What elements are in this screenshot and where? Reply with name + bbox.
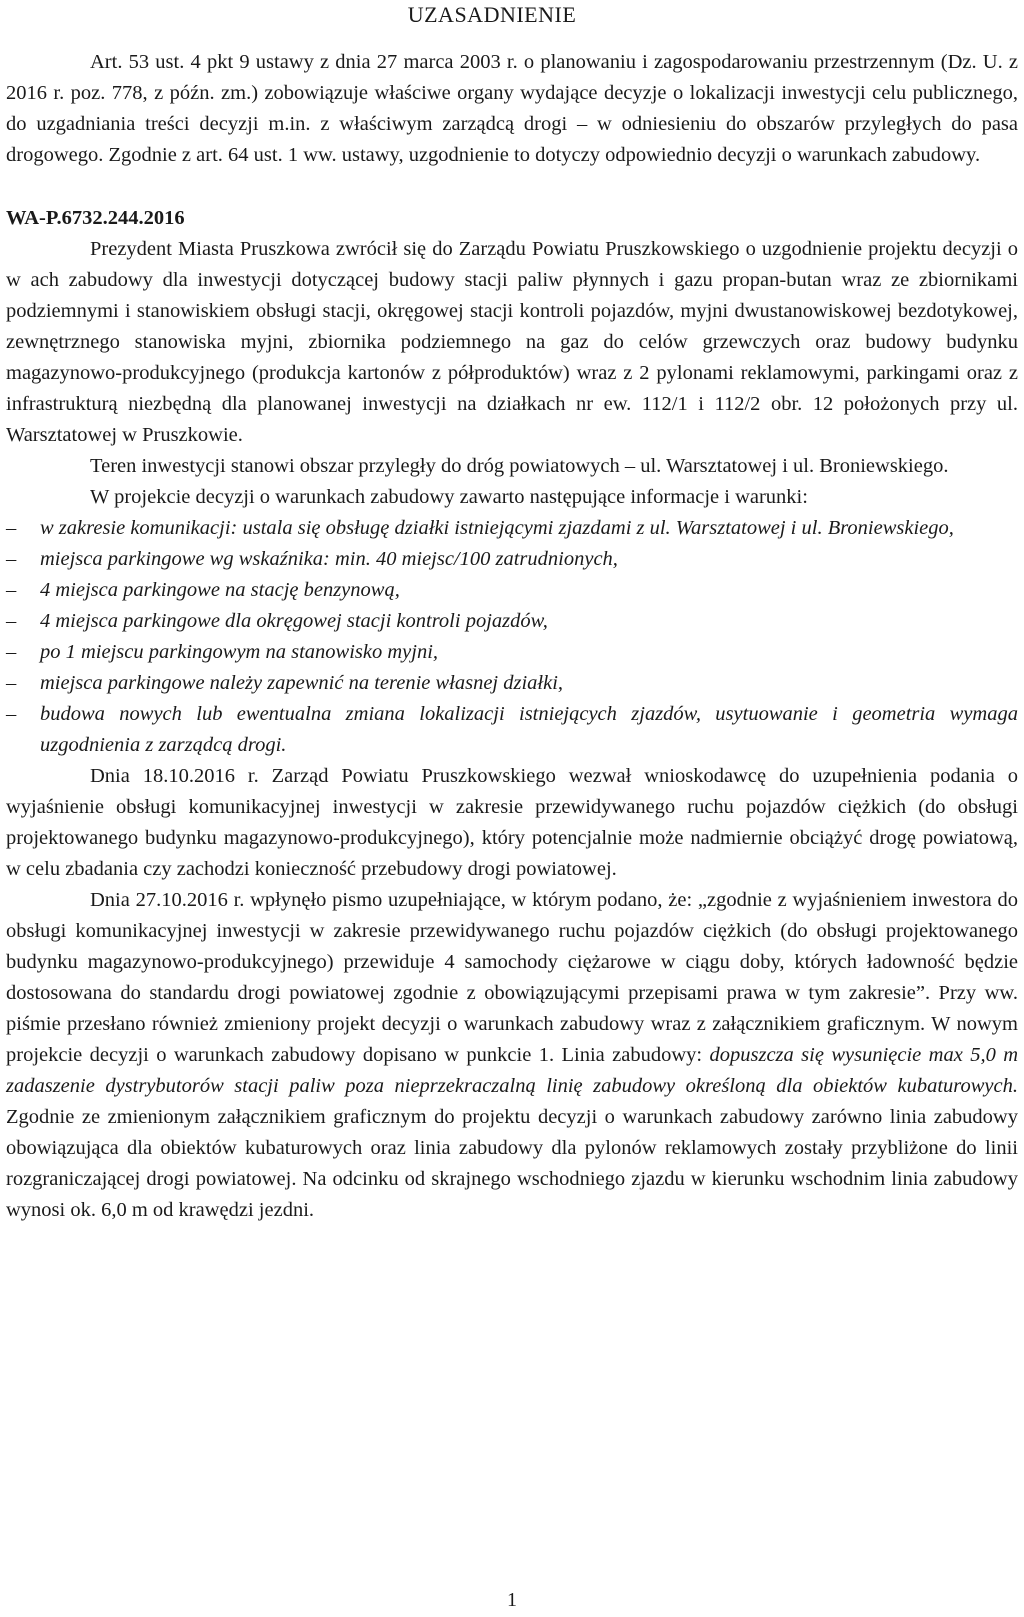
dash-bullet: –: [6, 672, 17, 694]
condition-text: budowa nowych lub ewentualna zmiana lokalizacji istniejących zjazdów, usytuowanie i geometria wymaga uzgodnienia z zarządcą drogi.: [40, 703, 1018, 756]
dash-bullet: –: [6, 579, 17, 601]
summons-paragraph: Dnia 18.10.2016 r. Zarząd Powiatu Pruszkowskiego wezwał wnioskodawcę do uzupełnienia podania o wyjaśnienie obsługi komunikacyjnej inwestycji w zakresie przewidywanego ruchu pojazdów ciężkich (do obsługi projektowanego budynku magazynowo-produkcyjnego), który potencjalnie może nadmiernie obciążyć drogę powiatową, w celu zbadania czy zachodzi konieczność przebudowy drogi powiatowej.: [6, 765, 1018, 880]
condition-text: w zakresie komunikacji: ustala się obsługę działki istniejącymi zjazdami z ul. Warsztatowej i ul. Broniewskiego,: [40, 517, 954, 539]
supplement-text-part2: Zgodnie ze zmienionym załącznikiem graficznym do projektu decyzji o warunkach zabudowy zarówno linia zabudowy obowiązująca dla obiektów kubaturowych oraz linia zabudowy dla pylonów reklamowych zostały przybliżone do linii rozgraniczającej drogi powiatowej. Na odcinku od skrajnego wschodniego zjazdu w kierunku wschodnim linia zabudowy wynosi ok. 6,0 m od krawędzi jezdni.: [6, 1106, 1018, 1221]
condition-text: 4 miejsca parkingowe na stację benzynową,: [40, 579, 400, 601]
condition-text: po 1 miejscu parkingowym na stanowisko myjni,: [40, 641, 439, 663]
document-page: [6, 0, 1019, 1611]
conditions-list: [6, 513, 1018, 761]
conditions-intro-paragraph: W projekcie decyzji o warunkach zabudowy zawarto następujące informacje i warunki:: [90, 486, 808, 508]
condition-text: 4 miejsca parkingowe dla okręgowej stacji kontroli pojazdów,: [40, 610, 548, 632]
area-paragraph: Teren inwestycji stanowi obszar przyległy do dróg powiatowych – ul. Warsztatowej i ul. Broniewskiego.: [90, 455, 949, 477]
dash-bullet: –: [6, 517, 17, 539]
list-item: [6, 513, 1018, 544]
supplement-text-part1: Dnia 27.10.2016 r. wpłynęło pismo uzupełniające, w którym podano, że: „zgodnie z wyjaśnieniem inwestora do obsługi komunikacyjnej inwestycji w zakresie przewidywanego ruchu pojazdów ciężkich (do obsługi projektowanego budynku magazynowo-produkcyjnego) przewiduje 4 samochody ciężarowe w ciągu doby, których ładowność będzie dostosowana do standardu drogi powiatowej zgodnie z obowiązującymi przepisami prawa w tym zakresie”. Przy ww. piśmie przesłano również zmieniony projekt decyzji o warunkach zabudowy wraz z załącznikiem graficznym. W nowym projekcie decyzji o warunkach zabudowy dopisano w punkcie 1. Linia zabudowy:: [6, 889, 1018, 1066]
request-paragraph: Prezydent Miasta Pruszkowa zwrócił się do Zarządu Powiatu Pruszkowskiego o uzgodnienie projektu decyzji o w ach zabudowy dla inwestycji dotyczącej budowy stacji paliw płynnych i gazu propan-butan wraz ze zbiornikami podziemnymi i stanowiskiem obsługi stacji, okręgowej stacji kontroli pojazdów, myjni dwustanowiskowej bezdotykowej, zewnętrznego stanowiska myjni, zbiornika podziemnego na gaz do celów grzewczych oraz budowy budynku magazynowo-produkcyjnego (produkcja kartonów z półproduktów) wraz z 2 pylonami reklamowymi, parkingami oraz z infrastrukturą niezbędną dla planowanej inwestycji na działkach nr ew. 112/1 i 112/2 obr. 12 położonych przy ul. Warsztatowej w Pruszkowie.: [6, 238, 1018, 446]
intro-paragraph: Art. 53 ust. 4 pkt 9 ustawy z dnia 27 marca 2003 r. o planowaniu i zagospodarowaniu przestrzennym (Dz. U. z 2016 r. poz. 778, z późn. zm.) zobowiązuje właściwe organy wydające decyzje o lokalizacji inwestycji celu publicznego, do uzgadniania treści decyzji m.in. z właściwym zarządcą drogi – w odniesieniu do obszarów przyległych do pasa drogowego. Zgodnie z art. 64 ust. 1 ww. ustawy, uzgodnienie to dotyczy odpowiednio decyzji o warunkach zabudowy.: [6, 51, 1018, 166]
condition-text: miejsca parkingowe należy zapewnić na terenie własnej działki,: [40, 672, 564, 694]
dash-bullet: –: [6, 703, 17, 725]
list-item: [6, 668, 1018, 699]
list-item: [6, 606, 1018, 637]
supplement-paragraph: [6, 885, 1018, 1226]
dash-bullet: –: [6, 641, 17, 663]
condition-text: miejsca parkingowe wg wskaźnika: min. 40 miejsc/100 zatrudnionych,: [40, 548, 618, 570]
list-item: [6, 637, 1018, 668]
supplement-quote-italic: dopuszcza się wysunięcie max 5,0 m zadaszenie dystrybutorów stacji paliw poza nieprzekraczalną linię zabudowy określoną dla obiektów kubaturowych.: [6, 1044, 1019, 1097]
list-item: [6, 575, 1018, 606]
dash-bullet: –: [6, 548, 17, 570]
document-title: UZASADNIENIE: [407, 2, 577, 27]
reference-number: WA-P.6732.244.2016: [6, 207, 185, 229]
page-number: 1: [507, 1589, 517, 1611]
list-item: [6, 699, 1018, 761]
list-item: [6, 544, 1018, 575]
dash-bullet: –: [6, 610, 17, 632]
